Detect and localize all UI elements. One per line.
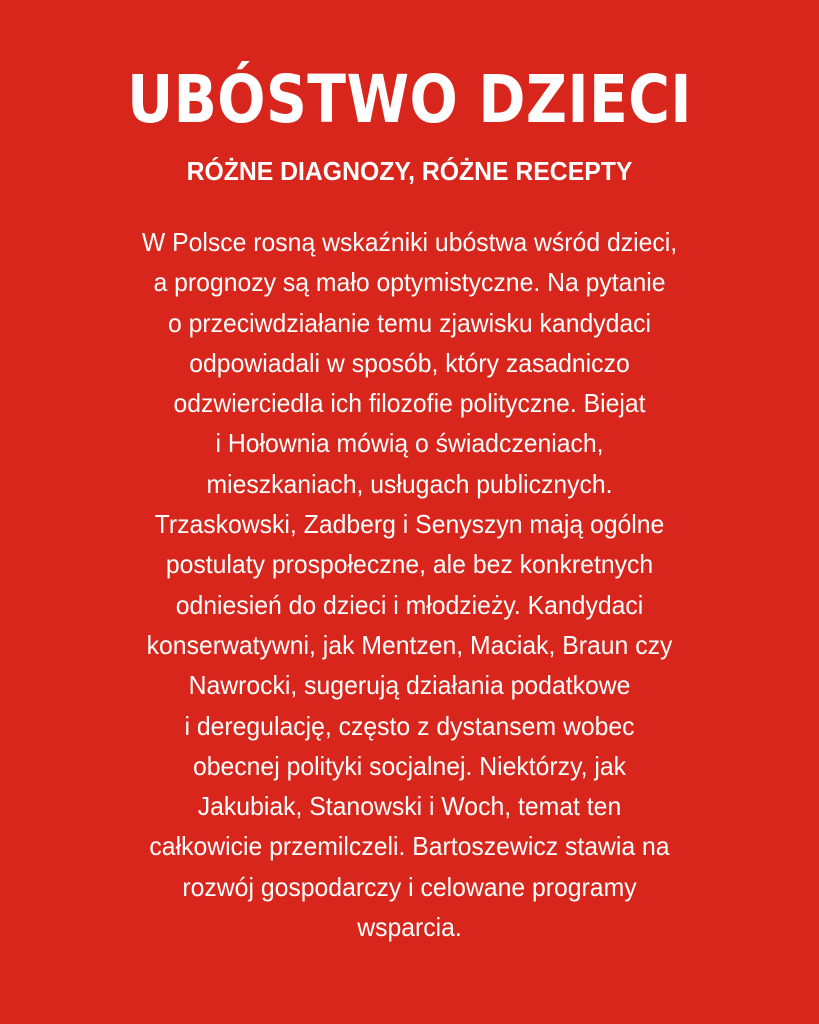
page-title: UBÓSTWO DZIECI [127,61,692,138]
body-line: a prognozy są mało optymistyczne. Na pytanie [153,267,666,298]
body-line: i deregulację, często z dystansem wobec [184,710,635,741]
body-line: Jakubiak, Stanowski i Woch, temat ten [197,791,622,822]
body-line: całkowicie przemilczeli. Bartoszewicz stawia na [149,831,670,862]
page-subtitle: RÓŻNE DIAGNOZY, RÓŻNE RECEPTY [186,156,633,186]
body-line: Nawrocki, sugerują działania podatkowe [188,670,631,701]
body-line: odniesień do dzieci i młodzieży. Kandydaci [175,589,644,620]
body-line: W Polsce rosną wskaźniki ubóstwa wśród dzieci, [141,227,678,257]
body-line: obecnej polityki socjalnej. Niektórzy, jak [192,750,627,781]
body-line: Trzaskowski, Zadberg i Senyszyn mają ogólne [154,509,665,540]
body-line: odzwierciedla ich filozofie polityczne. Biejat [173,388,646,419]
body-line: o przeciwdziałanie temu zjawisku kandydaci [167,307,652,338]
body-line: mieszkaniach, usługach publicznych. [206,468,613,499]
body-line: konserwatywni, jak Mentzen, Maciak, Braun czy [146,629,673,660]
body-line: rozwój gospodarczy i celowane programy [182,871,637,902]
body-line: wsparcia. [357,912,462,943]
body-line: i Hołownia mówią o świadczeniach, [215,428,604,459]
body-text [0,222,819,947]
body-line: odpowiadali w sposób, który zasadniczo [189,347,630,378]
body-line: postulaty prospołeczne, ale bez konkretnych [165,549,654,580]
